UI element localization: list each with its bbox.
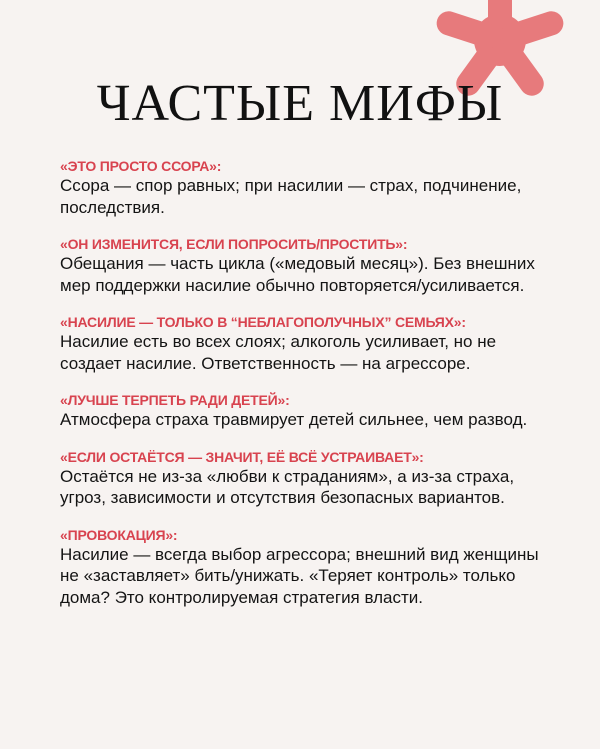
myth-item	[60, 235, 540, 296]
myth-item	[60, 313, 540, 374]
myth-heading: «ЭТО ПРОСТО ССОРА»:	[60, 158, 222, 174]
myth-item	[60, 448, 540, 509]
page-title: ЧАСТЫЕ МИФЫ	[96, 75, 504, 132]
myth-body: Насилие — всегда выбор агрессора; внешний вид женщины не «заставляет» бить/унижать. «Теряет контроль» только дома? Это контролируемая стратегия власти.	[60, 544, 539, 607]
myth-body: Ссора — спор равных; при насилии — страх, подчинение, последствия.	[60, 176, 522, 217]
myth-heading: «ЕСЛИ ОСТАЁТСЯ — ЗНАЧИТ, ЕЁ ВСЁ УСТРАИВАЕТ»:	[60, 448, 424, 465]
myth-heading: «НАСИЛИЕ — ТОЛЬКО В “НЕБЛАГОПОЛУЧНЫХ” СЕМЬЯХ»:	[60, 314, 466, 330]
myth-heading: «ЛУЧШЕ ТЕРПЕТЬ РАДИ ДЕТЕЙ»:	[60, 392, 290, 408]
myth-body: Обещания — часть цикла («медовый месяц»). Без внешних мер поддержки насилие обычно повторяется/усиливается.	[60, 254, 535, 295]
myth-item	[60, 526, 540, 609]
myth-heading: «ОН ИЗМЕНИТСЯ, ЕСЛИ ПОПРОСИТЬ/ПРОСТИТЬ»:	[60, 236, 408, 252]
myth-body: Насилие есть во всех слоях; алкоголь усиливает, но не создает насилие. Ответственность — на агрессоре.	[60, 332, 497, 373]
myth-heading: «ПРОВОКАЦИЯ»:	[60, 526, 178, 543]
myth-body: Атмосфера страха травмирует детей сильнее, чем развод.	[60, 410, 528, 429]
myth-item	[60, 157, 540, 218]
myth-item	[60, 391, 540, 431]
myth-body: Остаётся не из-за «любви к страданиям», а из-за страха, угроз, зависимости и отсутствия безопасных вариантов.	[60, 466, 515, 507]
myths-list	[60, 157, 540, 625]
